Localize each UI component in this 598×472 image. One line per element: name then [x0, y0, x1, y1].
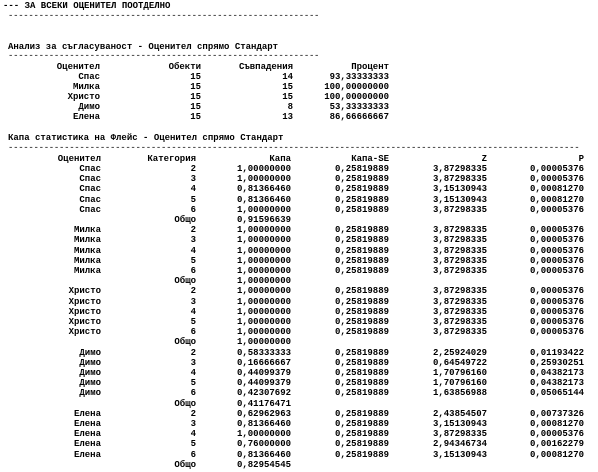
- kappa-cell: 0,00737326: [529, 409, 584, 419]
- kappa-cell: 1,63856988: [432, 388, 487, 398]
- kappa-cell: 2: [190, 225, 196, 235]
- kappa-cell: 0,25819889: [334, 450, 389, 460]
- kappa-cell: Димо: [79, 388, 101, 398]
- kappa-cell: 3,87298335: [432, 225, 487, 235]
- kappa-cell: 3,87298335: [432, 286, 487, 296]
- kappa-cell: 1,70796160: [432, 378, 487, 388]
- kappa-cell: Милка: [73, 225, 101, 235]
- kappa-cell: 6: [190, 205, 196, 215]
- kappa-cell: 0,42307692: [236, 388, 291, 398]
- kappa-cell: Елена: [73, 419, 101, 429]
- divider: -------------------------------------------------------------: [8, 12, 320, 21]
- kappa-cell: 0,25819889: [334, 184, 389, 194]
- agreement-cell: Спас: [78, 72, 100, 82]
- kappa-cell: Милка: [73, 256, 101, 266]
- kappa-title: Капа статистика на Флейс - Оценител спрямо Стандарт: [8, 133, 284, 143]
- agreement-cell: 15: [190, 72, 201, 82]
- kappa-cell: 3,15130943: [432, 184, 487, 194]
- kappa-cell: 0,25819889: [334, 419, 389, 429]
- kappa-cell: 0,16666667: [236, 358, 291, 368]
- agreement-cell: 15: [190, 92, 201, 102]
- kappa-cell: 0,25930251: [529, 358, 584, 368]
- kappa-cell: Общо: [174, 460, 196, 470]
- kappa-cell: 2,25924029: [432, 348, 487, 358]
- divider: -------------------------------------------------------------: [8, 52, 320, 61]
- kappa-cell: 0,76000000: [236, 439, 291, 449]
- kappa-cell: 2: [190, 286, 196, 296]
- kappa-cell: 3,87298335: [432, 246, 487, 256]
- agreement-cell: 93,33333333: [329, 72, 389, 82]
- kappa-cell: 3,87298335: [432, 297, 487, 307]
- agreement-header-cell: Съвпадения: [238, 62, 293, 72]
- kappa-cell: 0,25819889: [334, 307, 389, 317]
- kappa-cell: 0,00005376: [529, 246, 584, 256]
- kappa-cell: 0,25819889: [334, 439, 389, 449]
- kappa-cell: Спас: [79, 184, 101, 194]
- kappa-cell: Общо: [174, 215, 196, 225]
- kappa-cell: 4: [190, 184, 196, 194]
- kappa-cell: Димо: [79, 368, 101, 378]
- kappa-cell: 0,00081270: [529, 450, 584, 460]
- agreement-cell: Христо: [67, 92, 100, 102]
- divider: ----------------------------------------------------------------------------------------------------------------: [8, 144, 580, 153]
- kappa-cell: 0,25819889: [334, 317, 389, 327]
- kappa-cell: 0,00162279: [529, 439, 584, 449]
- kappa-cell: 3,87298335: [432, 256, 487, 266]
- kappa-cell: 3,87298335: [432, 327, 487, 337]
- kappa-cell: 1,00000000: [236, 297, 291, 307]
- kappa-cell: 0,25819889: [334, 297, 389, 307]
- kappa-cell: 0,58333333: [236, 348, 291, 358]
- kappa-cell: 3,87298335: [432, 164, 487, 174]
- kappa-cell: 2: [190, 409, 196, 419]
- kappa-cell: Милка: [73, 235, 101, 245]
- kappa-cell: 0,00005376: [529, 307, 584, 317]
- kappa-cell: 0,25819889: [334, 225, 389, 235]
- kappa-cell: 2: [190, 164, 196, 174]
- agreement-cell: Елена: [72, 112, 100, 122]
- kappa-cell: Спас: [79, 174, 101, 184]
- kappa-cell: Елена: [73, 429, 101, 439]
- kappa-header-cell: P: [578, 154, 584, 164]
- kappa-cell: 1,00000000: [236, 337, 291, 347]
- kappa-cell: 1,00000000: [236, 225, 291, 235]
- kappa-cell: 0,00005376: [529, 317, 584, 327]
- kappa-cell: 0,25819889: [334, 286, 389, 296]
- kappa-cell: 2,43854507: [432, 409, 487, 419]
- agreement-header-cell: Процент: [351, 62, 389, 72]
- kappa-cell: 1,00000000: [236, 266, 291, 276]
- agreement-cell: 15: [190, 102, 201, 112]
- kappa-header-cell: Z: [481, 154, 487, 164]
- kappa-cell: 5: [190, 195, 196, 205]
- agreement-cell: 86,66666667: [329, 112, 389, 122]
- kappa-cell: Христо: [68, 307, 101, 317]
- kappa-cell: 0,25819889: [334, 348, 389, 358]
- agreement-cell: 53,33333333: [329, 102, 389, 112]
- kappa-cell: 1,00000000: [236, 256, 291, 266]
- kappa-cell: 0,25819889: [334, 409, 389, 419]
- kappa-cell: 3,15130943: [432, 419, 487, 429]
- kappa-cell: 3: [190, 419, 196, 429]
- kappa-cell: 0,25819889: [334, 235, 389, 245]
- kappa-cell: 0,25819889: [334, 378, 389, 388]
- kappa-cell: 0,00005376: [529, 266, 584, 276]
- kappa-cell: 0,00081270: [529, 184, 584, 194]
- kappa-cell: 0,41176471: [236, 399, 291, 409]
- kappa-cell: 3,87298335: [432, 174, 487, 184]
- kappa-cell: Общо: [174, 399, 196, 409]
- agreement-cell: Милка: [72, 82, 100, 92]
- kappa-cell: 3,87298335: [432, 307, 487, 317]
- kappa-cell: 0,25819889: [334, 195, 389, 205]
- kappa-cell: 3,15130943: [432, 450, 487, 460]
- agreement-cell: 15: [190, 82, 201, 92]
- kappa-cell: 0,81366460: [236, 419, 291, 429]
- kappa-cell: Димо: [79, 378, 101, 388]
- kappa-cell: Милка: [73, 266, 101, 276]
- kappa-cell: 0,00005376: [529, 164, 584, 174]
- kappa-cell: 0,81366460: [236, 184, 291, 194]
- agreement-cell: 13: [282, 112, 293, 122]
- kappa-cell: 0,00005376: [529, 174, 584, 184]
- kappa-cell: Димо: [79, 348, 101, 358]
- kappa-cell: 4: [190, 368, 196, 378]
- kappa-cell: 0,00081270: [529, 195, 584, 205]
- kappa-cell: Спас: [79, 164, 101, 174]
- kappa-cell: Спас: [79, 195, 101, 205]
- agreement-cell: 15: [282, 92, 293, 102]
- kappa-cell: Димо: [79, 358, 101, 368]
- kappa-cell: 1,00000000: [236, 174, 291, 184]
- kappa-cell: 1,00000000: [236, 235, 291, 245]
- kappa-cell: 3: [190, 297, 196, 307]
- kappa-cell: 0,44099379: [236, 378, 291, 388]
- agreement-cell: Димо: [78, 102, 100, 112]
- kappa-cell: 0,25819889: [334, 368, 389, 378]
- kappa-cell: 0,25819889: [334, 327, 389, 337]
- kappa-header-cell: Капа: [269, 154, 291, 164]
- kappa-cell: 6: [190, 450, 196, 460]
- kappa-cell: 3,87298335: [432, 266, 487, 276]
- kappa-cell: 6: [190, 266, 196, 276]
- kappa-cell: 6: [190, 388, 196, 398]
- kappa-cell: 0,05065144: [529, 388, 584, 398]
- kappa-cell: 2,94346734: [432, 439, 487, 449]
- kappa-cell: Общо: [174, 337, 196, 347]
- kappa-cell: 1,00000000: [236, 246, 291, 256]
- kappa-cell: 0,00005376: [529, 256, 584, 266]
- kappa-header-cell: Капа-SE: [351, 154, 389, 164]
- kappa-cell: 5: [190, 378, 196, 388]
- agreement-cell: 8: [287, 102, 293, 112]
- kappa-cell: 3,87298335: [432, 317, 487, 327]
- kappa-cell: Христо: [68, 327, 101, 337]
- kappa-cell: 0,25819889: [334, 205, 389, 215]
- kappa-cell: 0,00005376: [529, 327, 584, 337]
- kappa-cell: 5: [190, 439, 196, 449]
- kappa-cell: 1,00000000: [236, 286, 291, 296]
- kappa-cell: 3,87298335: [432, 205, 487, 215]
- kappa-cell: 0,91596639: [236, 215, 291, 225]
- kappa-cell: 0,01193422: [529, 348, 584, 358]
- agreement-cell: 15: [282, 82, 293, 92]
- kappa-cell: 0,62962963: [236, 409, 291, 419]
- kappa-cell: 0,25819889: [334, 266, 389, 276]
- agreement-cell: 100,00000000: [324, 82, 389, 92]
- kappa-cell: Христо: [68, 286, 101, 296]
- kappa-cell: 5: [190, 317, 196, 327]
- kappa-cell: Елена: [73, 439, 101, 449]
- kappa-cell: 3: [190, 235, 196, 245]
- agreement-cell: 14: [282, 72, 293, 82]
- kappa-cell: Христо: [68, 297, 101, 307]
- kappa-header-cell: Категория: [147, 154, 196, 164]
- kappa-cell: 0,64549722: [432, 358, 487, 368]
- kappa-cell: 0,04382173: [529, 368, 584, 378]
- kappa-header-cell: Оценител: [57, 154, 101, 164]
- kappa-cell: 0,25819889: [334, 429, 389, 439]
- kappa-cell: 0,25819889: [334, 388, 389, 398]
- agreement-cell: 100,00000000: [324, 92, 389, 102]
- kappa-cell: 1,00000000: [236, 429, 291, 439]
- kappa-cell: 1,00000000: [236, 327, 291, 337]
- kappa-cell: 0,25819889: [334, 256, 389, 266]
- kappa-cell: Христо: [68, 317, 101, 327]
- kappa-cell: 3,15130943: [432, 195, 487, 205]
- kappa-cell: 3,87298335: [432, 235, 487, 245]
- kappa-cell: 0,82954545: [236, 460, 291, 470]
- kappa-cell: 0,81366460: [236, 195, 291, 205]
- kappa-cell: 0,00005376: [529, 429, 584, 439]
- kappa-cell: 0,04382173: [529, 378, 584, 388]
- agreement-header-cell: Оценител: [56, 62, 100, 72]
- kappa-cell: 4: [190, 429, 196, 439]
- kappa-cell: 1,00000000: [236, 276, 291, 286]
- kappa-cell: Спас: [79, 205, 101, 215]
- kappa-cell: 3: [190, 358, 196, 368]
- kappa-cell: 0,00005376: [529, 235, 584, 245]
- kappa-cell: 0,25819889: [334, 358, 389, 368]
- kappa-cell: Общо: [174, 276, 196, 286]
- kappa-cell: Елена: [73, 450, 101, 460]
- kappa-cell: 0,25819889: [334, 174, 389, 184]
- kappa-cell: 3,87298335: [432, 429, 487, 439]
- kappa-cell: 0,00081270: [529, 419, 584, 429]
- kappa-cell: 4: [190, 307, 196, 317]
- kappa-cell: 6: [190, 327, 196, 337]
- kappa-cell: 1,00000000: [236, 205, 291, 215]
- agreement-cell: 15: [190, 112, 201, 122]
- kappa-cell: 0,00005376: [529, 286, 584, 296]
- kappa-cell: Милка: [73, 246, 101, 256]
- kappa-cell: 1,00000000: [236, 164, 291, 174]
- agreement-header-cell: Обекти: [168, 62, 201, 72]
- section-header: --- ЗА ВСЕКИ ОЦЕНИТЕЛ ПООТДЕЛНО: [3, 1, 171, 11]
- kappa-cell: 0,00005376: [529, 225, 584, 235]
- kappa-cell: 1,00000000: [236, 307, 291, 317]
- kappa-cell: 0,00005376: [529, 297, 584, 307]
- agreement-title: Анализ за съгласуваност - Оценител спрямо Стандарт: [8, 42, 279, 52]
- kappa-cell: 0,81366460: [236, 450, 291, 460]
- kappa-cell: 1,00000000: [236, 317, 291, 327]
- kappa-cell: 0,00005376: [529, 205, 584, 215]
- kappa-cell: 4: [190, 246, 196, 256]
- kappa-cell: Елена: [73, 409, 101, 419]
- kappa-cell: 0,25819889: [334, 246, 389, 256]
- kappa-cell: 2: [190, 348, 196, 358]
- kappa-cell: 1,70796160: [432, 368, 487, 378]
- kappa-cell: 0,25819889: [334, 164, 389, 174]
- kappa-cell: 0,44099379: [236, 368, 291, 378]
- kappa-cell: 3: [190, 174, 196, 184]
- kappa-cell: 5: [190, 256, 196, 266]
